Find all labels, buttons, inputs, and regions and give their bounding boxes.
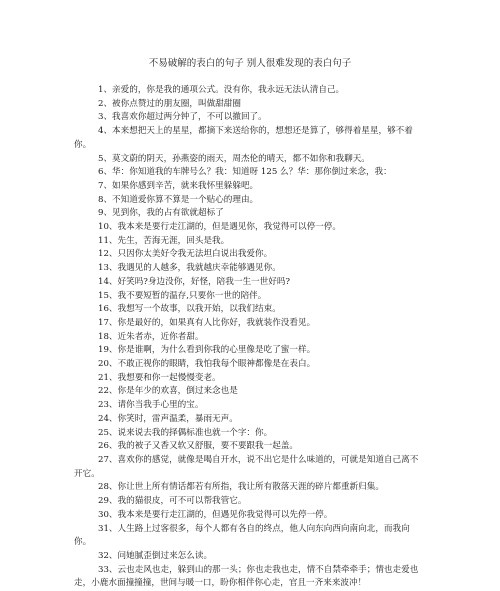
list-item: 1、亲爱的，你是我的通项公式。没有你，我永远无法认清自己。 [98,85,345,95]
list-item: 12、只因你太美好令我无法坦白说出我爱你。 [98,249,273,260]
list-item: 25、说来说去我的择偶标准也就一个字：你。 [98,427,273,438]
list-item: 10、我本来是要行走江湖的，但是遇见你，我觉得可以停一停。 [98,222,341,233]
list-item: 32、问她腻歪倒过来怎么读。 [98,550,213,561]
list-item: 3、我喜欢你超过两分钟了，不可以撤回了。 [98,112,267,123]
list-item: 21、我想要和你一起慢慢变老。 [98,372,221,383]
list-item: 33、云也走风也走，躲到山的那一头；你也走我也走，情不自禁牵牵手；情也走爱也走，小鹿水面撞撞撞，世间与暖一口，盼你相伴你心走，官且一齐来来波冲！ [74,564,419,589]
list-item: 29、我的猫很皮，可不可以帮我管它。 [98,496,247,507]
list-item: 27、喜欢你的感觉，就像是喝自开水，说不出它是什么味道的，可就是知道自己离不开它。 [74,454,419,479]
list-item: 26、我的被子又香又软又舒服，要不要跟我一起盖。 [98,441,298,452]
list-item: 31、人生路上过客很多，每个人都有各自的终点，他人向东向西向南向北，而我向你。 [74,523,410,548]
list-item: 2、被你点赞过的朋友圈，叫做甜甜圈 [98,98,241,109]
sentence-list [74,84,426,591]
list-item: 16、我想写一个故事，以我开始，以我们结束。 [98,304,281,315]
list-item: 4、本来想把天上的星星，都摘下来送给你的，想想还是算了，够得着星星，够不着你。 [74,126,413,150]
list-item: 18、近朱者赤，近你者甜。 [98,331,204,342]
list-item: 17、你是最好的，如果真有人比你好，我就装作没看见。 [98,317,316,328]
list-item: 28、你让世上所有情话都若有所指，我让所有散落天涯的碎片都重新归集。 [98,482,384,493]
list-item: 22、你是年少的欢喜，倒过来念也是 [98,386,238,397]
list-item: 13、我遇见的人越多，我就越庆幸能够遇见你。 [98,263,281,274]
list-item: 24、你笑时，雷声温柔，暴雨无声。 [98,413,238,424]
list-item: 8、不知道爱你算不算是一个贴心的理由。 [98,194,259,205]
list-item: 15、我不要短暂的温存,只要你一世的陪伴。 [98,290,267,301]
list-item: 7、如果你感到辛苦，就来我怀里躲躲吧。 [98,180,259,191]
list-item: 5、莫文蔚的阴天，孙燕姿的雨天，周杰伦的晴天，都不如你和我聊天。 [98,153,370,164]
list-item: 6、华：你知道我的车牌号么？我：知道呀 125 么？华：那你倒过来念，我： [98,167,392,178]
list-item: 20、不敢正视你的眼睛，我怕我每个眼神都像是在表白。 [98,359,316,370]
list-item: 30、我本来是要行走江湖的，但遇见你我觉得可以先停一停。 [98,509,333,520]
list-item: 14、好笑吗?身边没你，好怪，陪我一生一世好吗? [98,276,291,287]
document-title: 不易破解的表白的句子 别人很难发现的表白句子 [148,58,352,69]
list-item: 11、先生，苦海无涯，回头是我。 [98,235,230,246]
list-item: 9、见到你，我的占有欲就超标了 [98,208,224,219]
list-item: 23、请你当我手心里的宝。 [98,400,204,411]
list-item: 19、你是谁啊，为什么看到你我的心里像是吃了蜜一样。 [98,345,316,356]
